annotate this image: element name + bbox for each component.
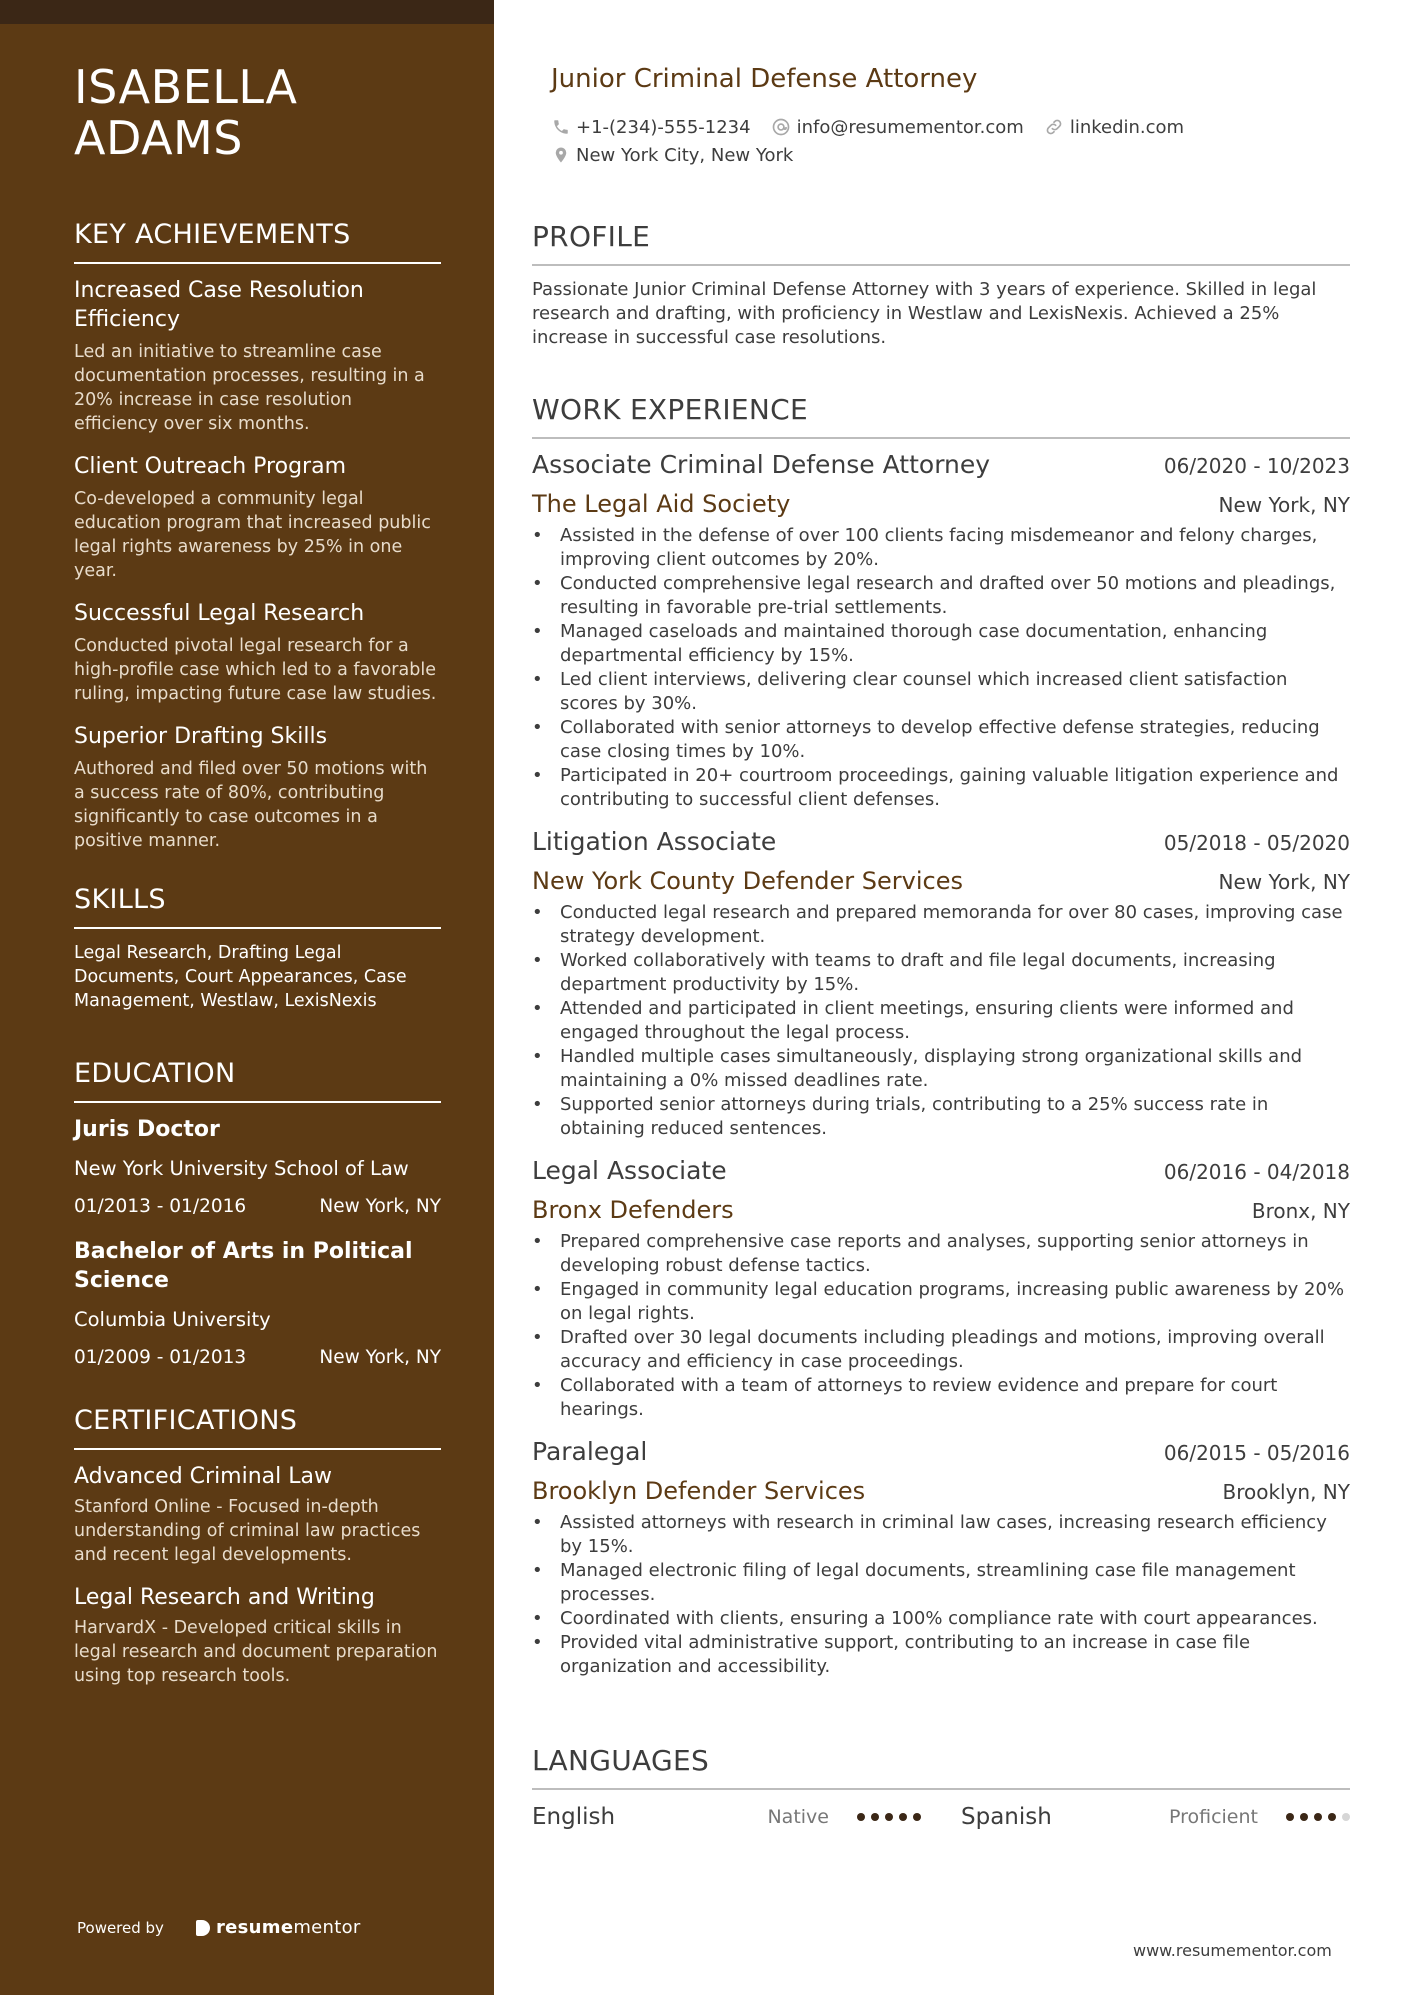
brand-logo[interactable] <box>196 1917 361 1938</box>
job-bullet: • Managed caseloads and maintained thorough case documentation, enhancing departmental efficiency by 15%. <box>560 620 1350 668</box>
job-bullets <box>532 1230 1350 1422</box>
job-title: Junior Criminal Defense Attorney <box>551 64 978 94</box>
contact-row <box>552 142 1352 168</box>
education-dates: 01/2013 - 01/2016 <box>74 1196 247 1217</box>
job-bullets <box>532 524 1350 812</box>
job-bullet: • Collaborated with senior attorneys to develop effective defense strategies, reducing case closing times by 10%. <box>560 716 1350 764</box>
phone-text: +1-(234)-555-1234 <box>576 116 751 138</box>
certification-item <box>74 1462 441 1567</box>
certification-title: Legal Research and Writing <box>74 1585 375 1610</box>
education-dates: 01/2009 - 01/2013 <box>74 1347 247 1368</box>
contact-linkedin[interactable] <box>1044 117 1184 138</box>
certifications-section <box>74 1404 441 1688</box>
language-level: Native <box>767 1806 829 1828</box>
certification-item <box>74 1583 441 1688</box>
sidebar-content <box>74 62 441 1704</box>
profile-section <box>532 220 1350 350</box>
achievement-title: Successful Legal Research <box>74 601 365 626</box>
rating-dot-filled <box>871 1813 879 1821</box>
certification-title: Advanced Criminal Law <box>74 1464 332 1489</box>
education-item <box>74 1237 441 1370</box>
job-company-row <box>532 489 1350 520</box>
job-bullets <box>532 1511 1350 1679</box>
languages-row <box>532 1802 1350 1832</box>
job-company: New York County Defender Services <box>532 867 964 895</box>
job-role: Associate Criminal Defense Attorney <box>532 450 991 479</box>
job-header <box>532 1436 1350 1468</box>
rating-dot-filled <box>913 1813 921 1821</box>
certification-desc: Stanford Online - Focused in-depth understanding of criminal law practices and recent legal developments. <box>74 1497 421 1565</box>
job-company-row <box>532 1195 1350 1226</box>
rating-dot-filled <box>1300 1813 1308 1821</box>
job-bullets <box>532 901 1350 1141</box>
achievement-desc: Co-developed a community legal education program that increased public legal rights awareness by 25% in one year. <box>74 489 431 581</box>
job-bullet: • Supported senior attorneys during trials, contributing to a 25% success rate in obtaining reduced sentences. <box>560 1093 1350 1141</box>
job-dates: 06/2020 - 10/2023 <box>1163 454 1350 478</box>
language-item <box>961 1804 1350 1830</box>
job-company: Brooklyn Defender Services <box>532 1477 866 1505</box>
job-bullet: • Drafted over 30 legal documents including pleadings and motions, improving overall accuracy and efficiency in case proceedings. <box>560 1326 1350 1374</box>
job-company: The Legal Aid Society <box>532 490 791 518</box>
job-bullet: • Conducted legal research and prepared memoranda for over 80 cases, improving case strategy development. <box>560 901 1350 949</box>
job-dates: 06/2016 - 04/2018 <box>1163 1160 1350 1184</box>
certification-desc: HarvardX - Developed critical skills in legal research and document preparation using top research tools. <box>74 1618 438 1686</box>
job-role: Paralegal <box>532 1437 648 1466</box>
job-bullet: • Collaborated with a team of attorneys to review evidence and prepare for court hearings. <box>560 1374 1350 1422</box>
education-item <box>74 1115 441 1219</box>
job-bullet: • Handled multiple cases simultaneously, displaying strong organizational skills and maintaining a 0% missed deadlines rate. <box>560 1045 1350 1093</box>
education-school: Columbia University <box>74 1308 271 1331</box>
language-name: Spanish <box>961 1804 1052 1830</box>
job-bullet: • Managed electronic filing of legal documents, streamlining case file management processes. <box>560 1559 1350 1607</box>
job-entry <box>532 826 1350 1141</box>
job-bullet: • Assisted attorneys with research in criminal law cases, increasing research efficiency by 15%. <box>560 1511 1350 1559</box>
profile-text: Passionate Junior Criminal Defense Attorney with 3 years of experience. Skilled in legal research and drafting, with proficiency in Westlaw and LexisNexis. Achieved a 25% increase in successful case resolutions. <box>532 279 1317 348</box>
job-header <box>532 1155 1350 1187</box>
languages-section <box>532 1744 1350 1832</box>
job-entry <box>532 1436 1350 1679</box>
job-bullet: • Led client interviews, delivering clear counsel which increased client satisfaction scores by 30%. <box>560 668 1350 716</box>
language-item <box>532 1804 921 1830</box>
name-first: ISABELLA <box>74 60 298 114</box>
candidate-name <box>74 62 441 164</box>
job-header <box>532 449 1350 481</box>
sidebar <box>0 0 494 1995</box>
skills-text: Legal Research, Drafting Legal Documents, Court Appearances, Case Management, Westlaw, LexisNexis <box>74 943 407 1011</box>
job-company-row <box>532 866 1350 897</box>
contact-info <box>552 114 1352 170</box>
job-bullet: • Coordinated with clients, ensuring a 100% compliance rate with court appearances. <box>560 1607 1350 1631</box>
footer-url[interactable]: www.resumementor.com <box>1133 1941 1332 1960</box>
brand-name-light: mentor <box>293 1917 361 1938</box>
achievement-title: Increased Case Resolution Efficiency <box>74 278 364 332</box>
achievement-item <box>74 276 441 436</box>
job-entry <box>532 1155 1350 1422</box>
education-degree: Juris Doctor <box>74 1117 220 1142</box>
job-bullet: • Participated in 20+ courtroom proceedings, gaining valuable litigation experience and contributing to successful client defenses. <box>560 764 1350 812</box>
rating-dot-filled <box>1314 1813 1322 1821</box>
rating-dot-filled <box>1328 1813 1336 1821</box>
achievements-section <box>74 218 441 853</box>
achievement-desc: Authored and filed over 50 motions with a success rate of 80%, contributing significantly to case outcomes in a positive manner. <box>74 759 428 851</box>
job-company: Bronx Defenders <box>532 1196 734 1224</box>
achievement-title: Client Outreach Program <box>74 454 347 479</box>
job-bullet: • Attended and participated in client meetings, ensuring clients were informed and engaged throughout the legal process. <box>560 997 1350 1045</box>
contact-location <box>552 145 793 166</box>
education-location: New York, NY <box>319 1347 441 1368</box>
certifications-title: CERTIFICATIONS <box>74 1404 441 1450</box>
job-role: Litigation Associate <box>532 827 777 856</box>
education-section <box>74 1057 441 1370</box>
powered-by <box>77 1917 361 1938</box>
powered-by-label: Powered by <box>77 1918 164 1937</box>
job-bullet: • Worked collaboratively with teams to draft and file legal documents, increasing department productivity by 15%. <box>560 949 1350 997</box>
language-name: English <box>532 1804 616 1830</box>
language-rating <box>1280 1813 1350 1821</box>
work-section <box>532 393 1350 1679</box>
location-pin-icon <box>552 145 570 165</box>
achievement-item <box>74 599 441 706</box>
job-role: Legal Associate <box>532 1156 727 1185</box>
job-dates: 05/2018 - 05/2020 <box>1163 831 1350 855</box>
brand-logo-icon <box>196 1920 210 1936</box>
brand-name-bold: resume <box>215 1917 294 1938</box>
job-bullet: • Prepared comprehensive case reports and analyses, supporting senior attorneys in developing robust defense tactics. <box>560 1230 1350 1278</box>
language-level: Proficient <box>1168 1806 1258 1828</box>
phone-icon <box>552 118 570 136</box>
contact-row <box>552 114 1352 140</box>
job-dates: 06/2015 - 05/2016 <box>1163 1441 1350 1465</box>
link-icon <box>1044 117 1064 137</box>
job-bullet: • Assisted in the defense of over 100 clients facing misdemeanor and felony charges, improving client outcomes by 20%. <box>560 524 1350 572</box>
education-title: EDUCATION <box>74 1057 441 1103</box>
languages-title: LANGUAGES <box>532 1744 1350 1790</box>
achievements-title: KEY ACHIEVEMENTS <box>74 218 441 264</box>
rating-dot-filled <box>899 1813 907 1821</box>
name-last: ADAMS <box>74 111 243 165</box>
education-degree: Bachelor of Arts in Political Science <box>74 1239 413 1293</box>
profile-title: PROFILE <box>532 220 1350 266</box>
education-meta <box>74 1346 441 1370</box>
job-bullet: • Provided vital administrative support, contributing to an increase in case file organization and accessibility. <box>560 1631 1350 1679</box>
contact-phone[interactable] <box>552 117 751 138</box>
email-text: info@resumementor.com <box>796 116 1024 138</box>
job-bullet: • Conducted comprehensive legal research and drafted over 50 motions and pleadings, resulting in favorable pre-trial settlements. <box>560 572 1350 620</box>
skills-title: SKILLS <box>74 883 441 929</box>
job-location: New York, NY <box>1218 493 1350 517</box>
education-location: New York, NY <box>319 1196 441 1217</box>
achievement-desc: Conducted pivotal legal research for a high-profile case which led to a favorable ruling, impacting future case law studies. <box>74 636 437 704</box>
sidebar-top-bar <box>0 0 494 24</box>
achievement-title: Superior Drafting Skills <box>74 724 328 749</box>
job-location: Brooklyn, NY <box>1222 1480 1350 1504</box>
contact-email[interactable] <box>771 117 1024 138</box>
rating-dot-empty <box>1342 1813 1350 1821</box>
language-rating <box>851 1813 921 1821</box>
location-text: New York City, New York <box>576 144 794 166</box>
rating-dot-filled <box>885 1813 893 1821</box>
job-entry <box>532 449 1350 812</box>
education-meta <box>74 1195 441 1219</box>
job-location: New York, NY <box>1218 870 1350 894</box>
achievement-item <box>74 452 441 583</box>
job-location: Bronx, NY <box>1251 1199 1350 1223</box>
rating-dot-filled <box>1286 1813 1294 1821</box>
skills-section <box>74 883 441 1013</box>
work-title: WORK EXPERIENCE <box>532 393 1350 439</box>
rating-dot-filled <box>857 1813 865 1821</box>
achievement-item <box>74 722 441 853</box>
job-bullet: • Engaged in community legal education programs, increasing public awareness by 20% on legal rights. <box>560 1278 1350 1326</box>
at-icon <box>771 117 791 137</box>
linkedin-text: linkedin.com <box>1069 116 1185 138</box>
education-school: New York University School of Law <box>74 1157 409 1180</box>
job-header <box>532 826 1350 858</box>
job-company-row <box>532 1476 1350 1507</box>
achievement-desc: Led an initiative to streamline case documentation processes, resulting in a 20% increase in case resolution efficiency over six months. <box>74 342 425 434</box>
